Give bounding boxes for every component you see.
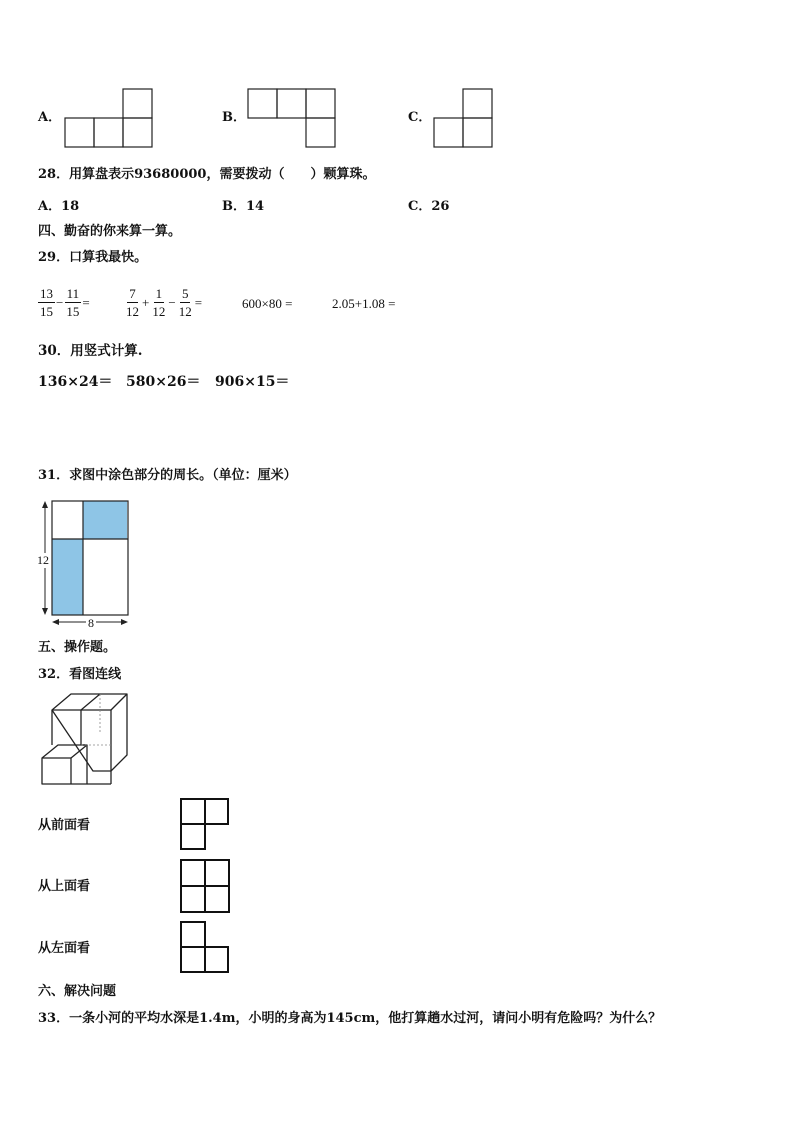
- q32-cube-figure: [40, 692, 132, 788]
- q31-figure: [36, 498, 136, 630]
- option-b-label: B．: [222, 110, 246, 125]
- view-top-label: 从上面看: [38, 879, 91, 894]
- q29-expr-3: 600×80 =: [242, 296, 293, 311]
- q28-option-a: A．18: [38, 199, 80, 214]
- q31-width-label: 8: [88, 616, 94, 630]
- q31-question: 31．求图中涂色部分的周长。（单位：厘米）: [38, 468, 297, 483]
- section-6-heading: 六、解决问题: [38, 984, 117, 999]
- view-front-label: 从前面看: [38, 818, 91, 833]
- option-c-label: C．: [408, 110, 432, 125]
- section-4-heading: 四、勤奋的你来算一算。: [38, 224, 182, 239]
- q30-item-1: 136×24＝: [38, 374, 113, 390]
- shaded-left-rect: [52, 539, 83, 615]
- q33-question: 33．一条小河的平均水深是1.4m，小明的身高为145cm，他打算趟水过河，请问小明有危险吗？为什么？: [38, 1011, 662, 1026]
- view-top-figure: [180, 859, 232, 915]
- q29-expr-1: $\frac{13}{15}$ − $\frac{11}{15}$ =: [40, 286, 90, 319]
- section-5-heading: 五、操作题。: [38, 640, 117, 655]
- q29-expr-4: 2.05+1.08 =: [332, 296, 396, 311]
- q30-title: 30．用竖式计算.: [38, 343, 143, 359]
- q30-item-2: 580×26＝: [126, 374, 201, 390]
- q28-option-b: B．14: [222, 199, 265, 214]
- q32-title: 32．看图连线: [38, 667, 122, 682]
- q29-expr-2: $\frac{7}{12}$ + $\frac{1}{12}$ − $\frac{5}{12}$ =: [126, 286, 203, 319]
- q28-option-c: C．26: [408, 199, 450, 214]
- q29-title: 29．口算我最快。: [38, 250, 148, 265]
- view-left-figure: [180, 921, 230, 975]
- option-b-figure: [248, 88, 338, 148]
- view-front-figure: [180, 798, 230, 852]
- q31-height-label: 12: [37, 553, 49, 567]
- option-c-figure: [434, 88, 496, 148]
- q28-question: 28．用算盘表示93680000，需要拨动（ ）颗算珠。: [38, 167, 376, 182]
- option-a-figure: [65, 88, 155, 148]
- view-left-label: 从左面看: [38, 941, 91, 956]
- option-a-label: A．: [38, 110, 62, 125]
- q30-item-3: 906×15＝: [215, 374, 290, 390]
- shaded-top-rect: [83, 501, 127, 539]
